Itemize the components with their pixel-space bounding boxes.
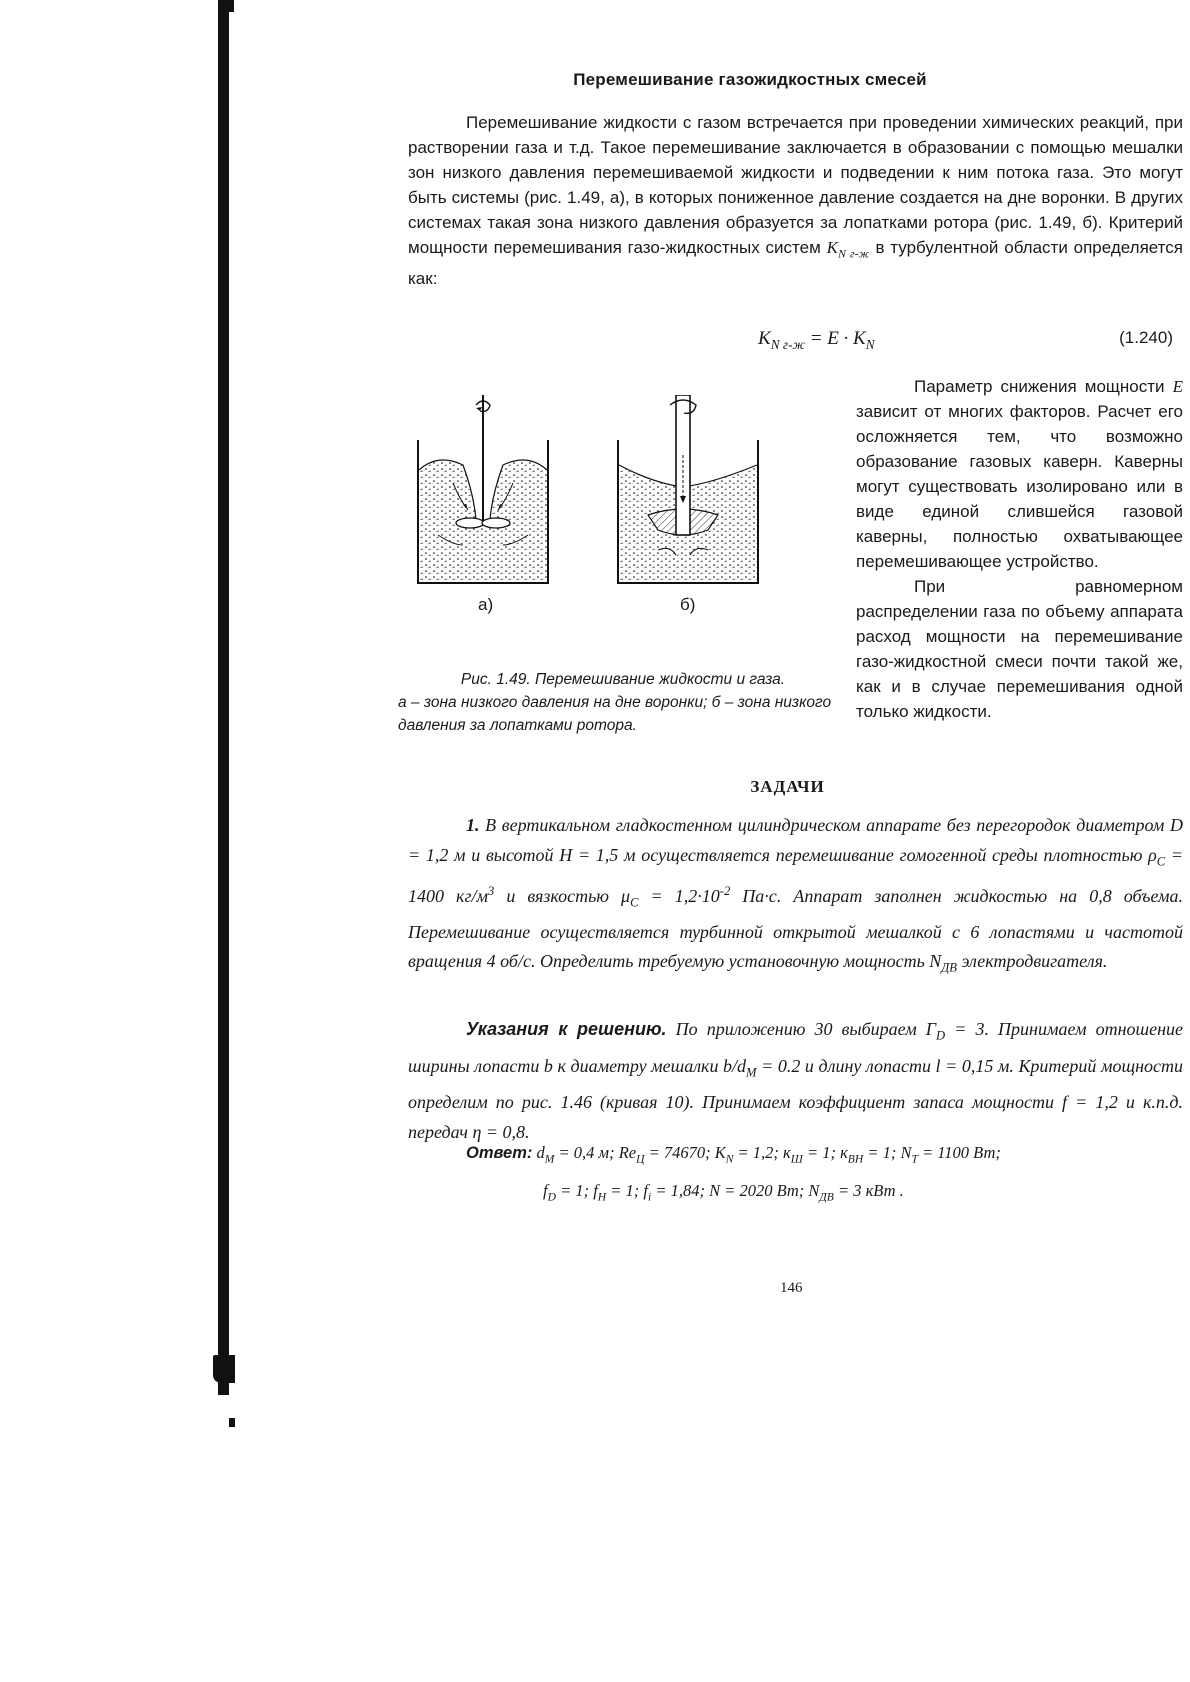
figure-caption [398,668,848,737]
equation-1-240 [408,328,1183,356]
tasks-heading: ЗАДАЧИ [750,777,825,796]
figure-caption-title: Рис. 1.49. Перемешивание жидкости и газа. [460,671,786,688]
side-paragraph-1: Параметр снижения мощности E зависит от многих факторов. Расчет его осложняется тем, что возможно образование газовых каверн. Каверны могут существовать изолировано или в виде единой слившейся газовой каверны, полностью охватывающее перемешивающее устройство. [856,377,1183,571]
paragraph-intro [408,110,1183,291]
side-paragraphs [856,374,1183,724]
figure-drawing [408,395,848,605]
vessel-b [618,395,758,583]
answer-label: Ответ: [466,1144,533,1162]
equation-number: (1.240) [1119,328,1173,347]
answer-line-2: $f_D = 1$; $f_H = 1$; $f_i = 1,84$; N = 2020 Вт; $N_{ДВ} = 3$ кВт . [543,1181,904,1204]
solution-hint: Указания к решению. По приложению 30 выбираем $Г_D = 3$. Принимаем отношение ширины лопасти b к диаметру мешалки $b/d_М = 0.2$ и длину лопасти l = 0,15 м. Критерий мощности определим по рис. 1.46 (кривая 10). Принимаем коэффициент запаса мощности f = 1,2 и к.п.д. передач η = 0,8. [408,1019,1183,1143]
side-paragraph-2: При равномерном распределении газа по объему аппарата расход мощности на перемешивание газо-жидкостной смеси почти такой же, как и в случае перемешивания одной только жидкости. [856,577,1183,721]
equation-formula: $K_{N г-ж} = E \cdot K_N$ [758,328,875,352]
figure-label-a: а) [478,595,494,614]
section-title: Перемешивание газожидкостных смесей [573,70,927,89]
paragraph-intro-end: в турбулентной области определяется как: [408,238,1183,289]
answer-line-1: Ответ: $d_М = 0,4$ м; $Re_Ц = 74670$; $K_N = 1,2$; $к_Ш = 1$; $к_{ВН} = 1$; $N_Т = 1100$ Вт; [466,1143,1001,1166]
hint-label: Указания к решению. [466,1019,667,1039]
scan-notch [213,1355,235,1383]
figure-1-49 [408,395,848,665]
scan-dot [229,1418,235,1427]
paragraph-intro-text: Перемешивание жидкости с газом встречается при проведении химических реакций, при растворении газа и т.д. Такое перемешивание заключается в образовании с помощью мешалки зон низкого давления перемешиваемой жидкости и подведении к ним потока газа. Это могут быть системы (рис. 1.49, а), в которых пониженное давление создается на дне воронки. В других системах такая зона низкого давления образуется за лопатками ротора (рис. 1.49, б). Критерий мощности перемешивания газо-жидкостных систем [408,113,1183,257]
page-number: 146 [780,1280,803,1296]
answer [408,1137,1183,1214]
scan-edge [218,0,229,1395]
figure-caption-body: а – зона низкого давления на дне воронки; б – зона низкого давления за лопатками ротора. [398,694,832,734]
power-criterion-symbol: $K_{N г-ж}$ [826,238,870,261]
vessel-a [418,395,548,583]
task-1: 1. В вертикальном гладкостенном цилиндрическом аппарате без перегородок диаметром D = 1,2 м и высотой H = 1,5 м осуществляется перемешивание гомогенной среды плотностью $\rho_С = 1400$ $кг/м^3$ и вязкостью $\mu_С = 1,2\cdot 10^{-2}$ Па·с. Аппарат заполнен жидкостью на 0,8 объема. Перемешивание осуществляется турбинной открытой мешалкой с 6 лопастями и частотой вращения 4 об/с. Определить требуемую установочную мощность $N_{ДВ}$ электродвигателя. [408,815,1184,975]
task-number: 1. [466,815,480,835]
figure-label-b: б) [680,595,696,614]
